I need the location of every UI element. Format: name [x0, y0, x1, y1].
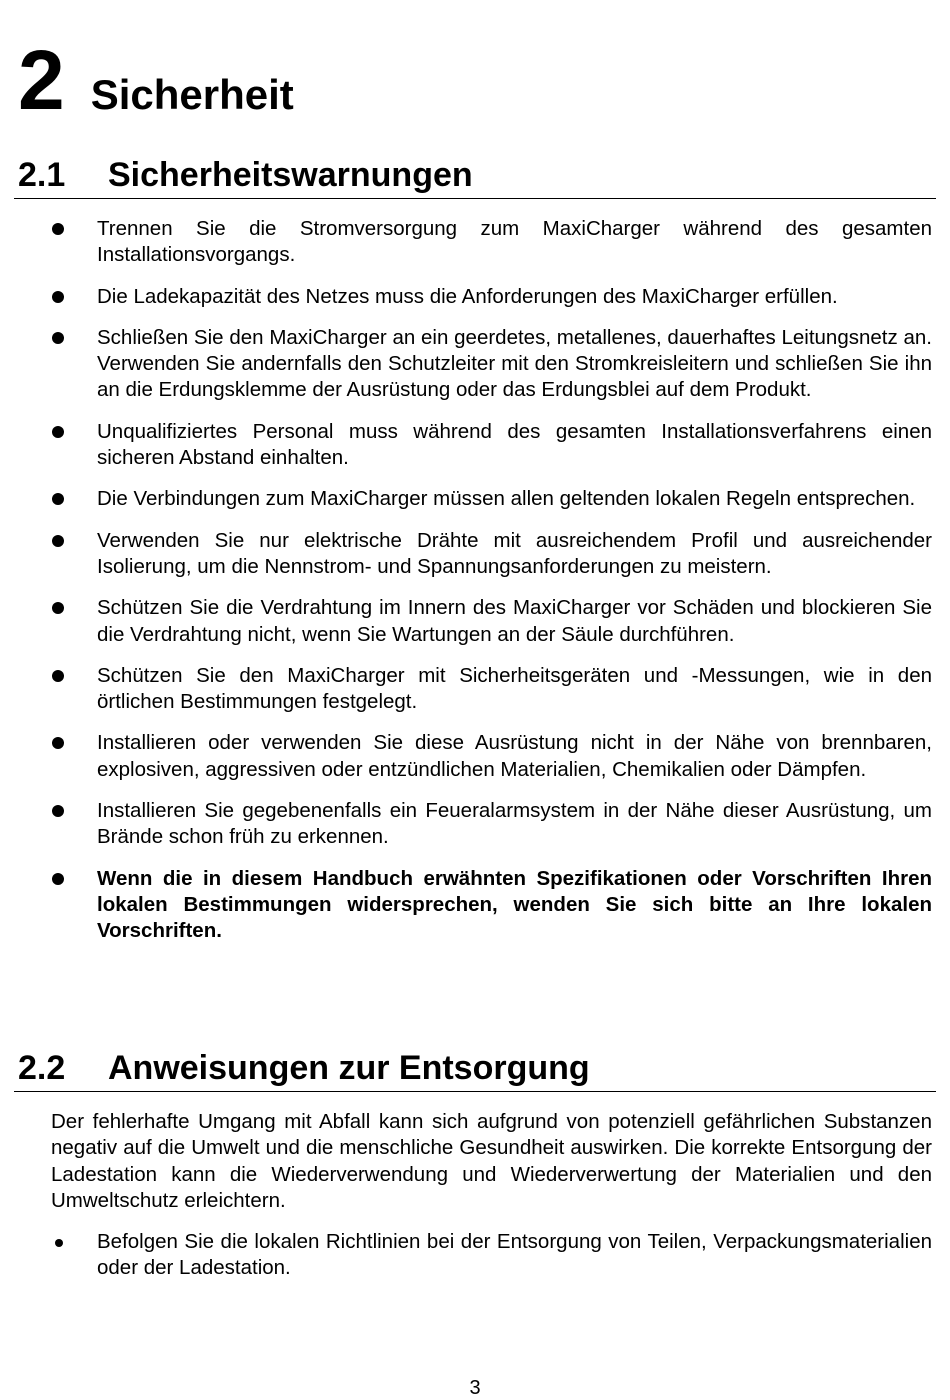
bullet-icon	[52, 332, 64, 344]
section-number: 2.2	[18, 1049, 66, 1087]
section-title: Anweisungen zur Entsorgung	[108, 1049, 590, 1087]
disposal-list	[0, 1229, 950, 1297]
section-heading-disposal	[14, 1049, 936, 1092]
list-item: Installieren Sie gegebenenfalls ein Feueralarmsystem in der Nähe dieser Ausrüstung, um Brände schon früh zu erkennen.	[0, 798, 950, 851]
list-item-bold-notice: Wenn die in diesem Handbuch erwähnten Spezifikationen oder Vorschriften Ihren lokalen Bestimmungen widersprechen, wenden Sie sich bitte an Ihre lokalen Vorschriften.	[0, 866, 950, 945]
section-heading-safety-warnings	[14, 156, 936, 199]
list-item: Unqualifiziertes Personal muss während des gesamten Installationsverfahrens einen sicheren Abstand einhalten.	[0, 419, 950, 472]
list-item: Schützen Sie den MaxiCharger mit Sicherheitsgeräten und -Messungen, wie in den örtlichen Bestimmungen festgelegt.	[0, 663, 950, 716]
disposal-paragraph: Der fehlerhafte Umgang mit Abfall kann sich aufgrund von potenziell gefährlichen Substanzen negativ auf die Umwelt und die menschliche Gesundheit auswirken. Die korrekte Entsorgung der Ladestation kann die Wiederverwendung und Wiederverwertung der Materialien und den Umweltschutz erleichtern.	[51, 1110, 932, 1212]
bullet-icon	[52, 737, 64, 749]
section-number: 2.1	[18, 156, 66, 194]
bullet-icon	[52, 426, 64, 438]
bullet-icon	[52, 805, 64, 817]
bullet-icon	[52, 493, 64, 505]
bullet-icon	[52, 602, 64, 614]
bullet-icon	[55, 1239, 63, 1247]
page-number: 3	[469, 1377, 481, 1399]
section-title: Sicherheitswarnungen	[108, 156, 473, 194]
chapter-number: 2	[18, 33, 65, 127]
list-item: Die Ladekapazität des Netzes muss die Anforderungen des MaxiCharger erfüllen.	[0, 284, 950, 310]
list-item: Verwenden Sie nur elektrische Drähte mit ausreichendem Profil und ausreichender Isolierung, um die Nennstrom- und Spannungsanforderungen zu meistern.	[0, 528, 950, 581]
bullet-icon	[52, 535, 64, 547]
chapter-title: Sicherheit	[90, 71, 294, 118]
list-item: Die Verbindungen zum MaxiCharger müssen allen geltenden lokalen Regeln entsprechen.	[0, 486, 950, 512]
list-item: Befolgen Sie die lokalen Richtlinien bei der Entsorgung von Teilen, Verpackungsmaterialien oder der Ladestation.	[0, 1229, 950, 1282]
bullet-icon	[52, 873, 64, 885]
bullet-icon	[52, 291, 64, 303]
bullet-icon	[52, 670, 64, 682]
list-item: Schützen Sie die Verdrahtung im Innern des MaxiCharger vor Schäden und blockieren Sie die Verdrahtung nicht, wenn Sie Wartungen an der Säule durchführen.	[0, 595, 950, 648]
list-item: Installieren oder verwenden Sie diese Ausrüstung nicht in der Nähe von brennbaren, explosiven, aggressiven oder entzündlichen Materialien, Chemikalien oder Dämpfen.	[0, 730, 950, 783]
list-item: Schließen Sie den MaxiCharger an ein geerdetes, metallenes, dauerhaftes Leitungsnetz an. Verwenden Sie andernfalls den Schutzleiter mit den Stromkreisleitern und schließen Sie ihn an die Erdungsklemme der Ausrüstung oder das Erdungsblei auf dem Produkt.	[0, 325, 950, 404]
chapter-heading	[18, 33, 294, 127]
list-item: Trennen Sie die Stromversorgung zum MaxiCharger während des gesamten Installationsvorgangs.	[0, 216, 950, 269]
bullet-icon	[52, 223, 64, 235]
safety-warning-list	[0, 216, 950, 960]
